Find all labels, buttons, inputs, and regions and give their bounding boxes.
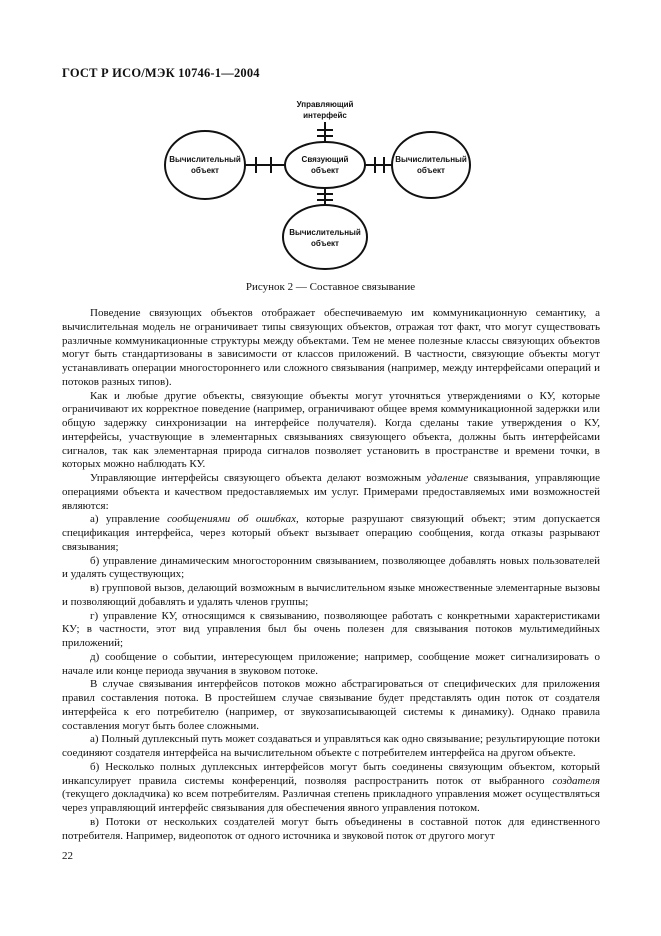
left-label-line2: объект xyxy=(191,166,219,175)
list-item-paragraph: б) управление динамическим многосторонним связыванием, позволяющее добавлять новых пользователей и удалять существующих; xyxy=(62,554,600,581)
paragraph-text: Управляющие интерфейсы связующего объекта делают возможным xyxy=(90,472,427,484)
body-paragraph: Поведение связующих объектов отображает обеспечиваемую им коммуникационную семантику, а вычислительная модель не ограничивает типы связующих объектов, отражая тот факт, что могут существовать различные коммуникационные структуры между объектами. Тем не менее полезные классы связующих объектов могут быть стандартизованы в зависимости от классов приложений. В частности, связующие объекты могут устанавливать операции многостороннего или сложного связывания (например, между интерфейсами операций и потоков разных типов). xyxy=(62,307,600,388)
paragraph-text: (текущего докладчика) ко всем потребителям. Различная степень прикладного управления может осуществляться через управляющий интерфейс связывания для обеспечения явного управления потоком. xyxy=(62,788,600,814)
figure-caption: Рисунок 2 — Составное связывание xyxy=(245,281,416,293)
list-item-paragraph: в) Потоки от нескольких создателей могут быть объединены в составной поток для единственного потребителя. Например, видеопоток от одного источника и звуковой поток от другого могут xyxy=(62,815,600,842)
bottom-object-ellipse xyxy=(283,205,367,269)
list-item-paragraph: д) сообщение о событии, интересующем приложение; например, сообщение может сигнализировать о начале или конце периода звучания в звуковом потоке. xyxy=(62,650,600,677)
document-header: ГОСТ Р ИСО/МЭК 10746-1—2004 xyxy=(62,66,260,80)
center-label-line1: Связующий xyxy=(301,155,349,164)
bottom-label-line2: объект xyxy=(311,239,339,248)
left-object-ellipse xyxy=(165,131,245,199)
paragraph-text: связывания, управляющие операциями объекта и качеством предоставляемых им услуг. Примерами предоставляемых ими возможностей являются: xyxy=(62,472,600,512)
body-paragraph: Как и любые другие объекты, связующие объекты могут уточняться утверждениями о КУ, которые ограничивают их корректное поведение (например, ограничивают общее время коммуникационной задержки или общую задержку синхронизации на интерфейсе получателя). Когда сделаны такие утверждения о КУ, интерфейсы, участвующие в элементарных связываниях связующего объекта, должны быть интерфейсами сигналов, так как элементарная природа сигналов позволяет установить в пространстве и времени точки, в которых можно наблюдать КУ. xyxy=(62,389,600,471)
center-binding-object-ellipse xyxy=(285,142,365,188)
emphasized-term: сообщениями об ошибках, xyxy=(167,513,299,526)
list-item-paragraph: а) Полный дуплексный путь может создаваться и управляться как одно связывание; результирующие потоки соединяют создателя интерфейса на вычислительном объекте с потребителем интерфейса на другом объекте. xyxy=(62,733,600,759)
bottom-label-line1: Вычислительный xyxy=(289,228,361,237)
paragraph-text: б) Несколько полных дуплексных интерфейсов могут быть соединены связующим объектом, который инкапсулирует правила системы конференций, позволяя распространить поток от выбранного xyxy=(62,760,600,787)
body-paragraph xyxy=(62,472,600,513)
control-interface-label-line1: Управляющий xyxy=(296,100,354,109)
left-label-line1: Вычислительный xyxy=(169,155,241,164)
control-interface-label-line2: интерфейс xyxy=(303,111,347,120)
composite-binding-diagram xyxy=(0,0,661,290)
right-label-line2: объект xyxy=(417,166,445,175)
emphasized-term: создателя xyxy=(552,774,600,787)
list-item-paragraph xyxy=(62,513,600,554)
list-item-paragraph xyxy=(62,761,600,816)
right-label-line1: Вычислительный xyxy=(395,155,467,164)
page-number: 22 xyxy=(62,850,73,862)
body-text xyxy=(62,307,600,843)
center-label-line2: объект xyxy=(311,166,339,175)
right-object-ellipse xyxy=(392,132,470,198)
right-connector xyxy=(365,157,392,173)
paragraph-text: а) управление xyxy=(90,513,168,526)
body-paragraph: В случае связывания интерфейсов потоков можно абстрагироваться от специфических для приложения правил составления потока. В простейшем случае связывание будет представлять один поток от создателя интерфейса к его потребителю (например, от звукозаписывающей системы к динамику). Однако правила составления могут быть более сложными. xyxy=(62,678,600,732)
top-connector xyxy=(317,122,333,144)
emphasized-term: удаление xyxy=(426,472,469,484)
list-item-paragraph: в) групповой вызов, делающий возможным в вычислительном языке множественные элементарные вызовы и позволяющий добавлять и удалять членов группы; xyxy=(62,582,600,608)
left-connector xyxy=(245,157,285,173)
paragraph-text: которые разрушают связующий объект; этим допускается спецификация интерфейса, через который объект вызывает операцию сообщения, когда отказы разрывают связывания; xyxy=(62,513,601,553)
list-item-paragraph: г) управление КУ, относящимся к связыванию, позволяющее работать с конкретными характеристиками КУ; в частности, этот вид управления был бы очень полезен для связывания потоков мультимедийных приложений; xyxy=(62,609,600,649)
